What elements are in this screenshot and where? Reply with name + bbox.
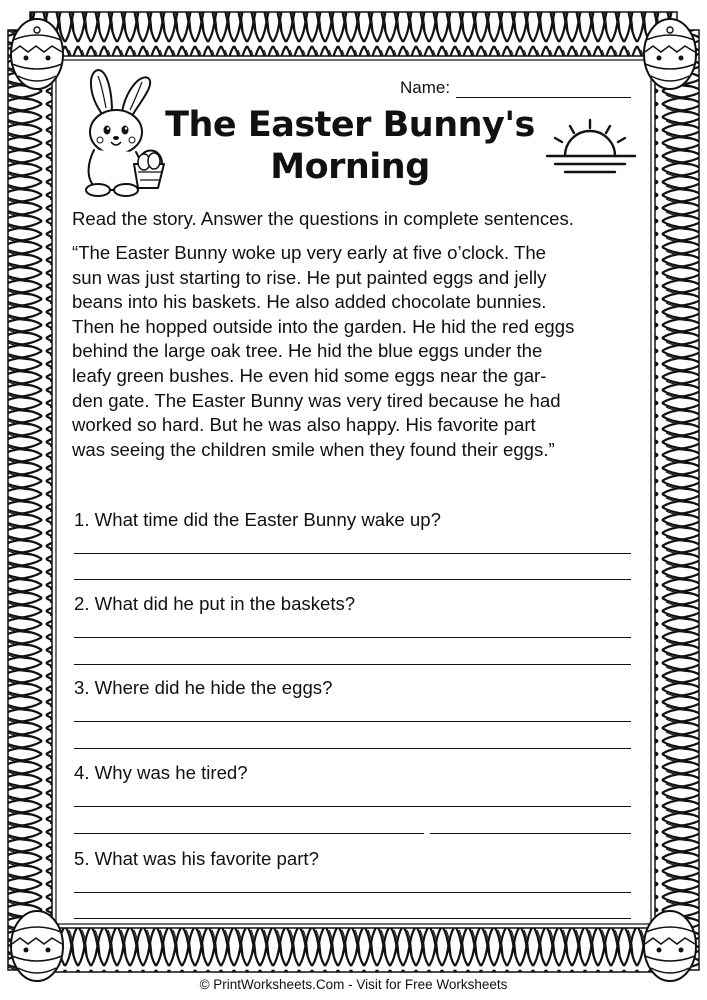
answer-line[interactable] xyxy=(430,833,631,834)
answer-line[interactable] xyxy=(74,721,631,722)
answer-line[interactable] xyxy=(74,892,631,893)
story-line: den gate. The Easter Bunny was very tired because he had xyxy=(72,389,561,411)
title-line-2: Morning xyxy=(270,147,430,187)
question-5 xyxy=(74,847,634,871)
story-line: leafy green bushes. He even hid some eggs near the gar- xyxy=(72,364,547,386)
story-line: sun was just starting to rise. He put painted eggs and jelly xyxy=(72,266,547,288)
answer-line[interactable] xyxy=(74,748,631,749)
name-blank-line[interactable] xyxy=(456,79,631,98)
question-2 xyxy=(74,592,634,616)
story-line: “The Easter Bunny woke up very early at five o’clock. The xyxy=(72,242,547,263)
footer-credit: © PrintWorksheets.Com - Visit for Free Worksheets xyxy=(199,977,508,992)
question-3 xyxy=(74,676,634,700)
question-text: 4. Why was he tired? xyxy=(74,762,248,783)
question-text: 2. What did he put in the baskets? xyxy=(74,593,356,614)
easter-egg-icon xyxy=(6,904,68,984)
answer-line[interactable] xyxy=(74,664,631,665)
name-field[interactable] xyxy=(400,78,631,98)
title-line-1: The Easter Bunny's xyxy=(165,105,535,145)
question-1 xyxy=(74,508,634,532)
story-line: worked so hard. But he was also happy. His favorite part xyxy=(72,414,536,436)
question-4 xyxy=(74,761,634,785)
story-line: Then he hopped outside into the garden. He hid the red eggs xyxy=(72,315,575,337)
instructions: Read the story. Answer the questions in complete sentences. xyxy=(72,208,574,229)
question-text: 1. What time did the Easter Bunny wake up? xyxy=(74,509,441,530)
rising-sun-icon xyxy=(537,116,643,182)
story-line: behind the large oak tree. He hid the blue eggs under the xyxy=(72,340,543,362)
answer-line[interactable] xyxy=(74,637,631,638)
easter-egg-icon xyxy=(6,12,68,92)
page-title xyxy=(150,104,550,188)
question-text: 5. What was his favorite part? xyxy=(74,848,319,869)
answer-line[interactable] xyxy=(74,553,631,554)
answer-line[interactable] xyxy=(74,833,424,834)
question-text: 3. Where did he hide the eggs? xyxy=(74,677,333,698)
name-label: Name: xyxy=(400,78,451,97)
easter-egg-icon xyxy=(639,904,701,984)
answer-line[interactable] xyxy=(74,806,631,807)
story-line: beans into his baskets. He also added chocolate bunnies. xyxy=(72,291,547,313)
story-passage xyxy=(72,241,652,462)
answer-line[interactable] xyxy=(74,918,631,919)
answer-line[interactable] xyxy=(74,579,631,580)
easter-egg-icon xyxy=(639,12,701,92)
story-line: was seeing the children smile when they found their eggs.” xyxy=(72,438,555,460)
